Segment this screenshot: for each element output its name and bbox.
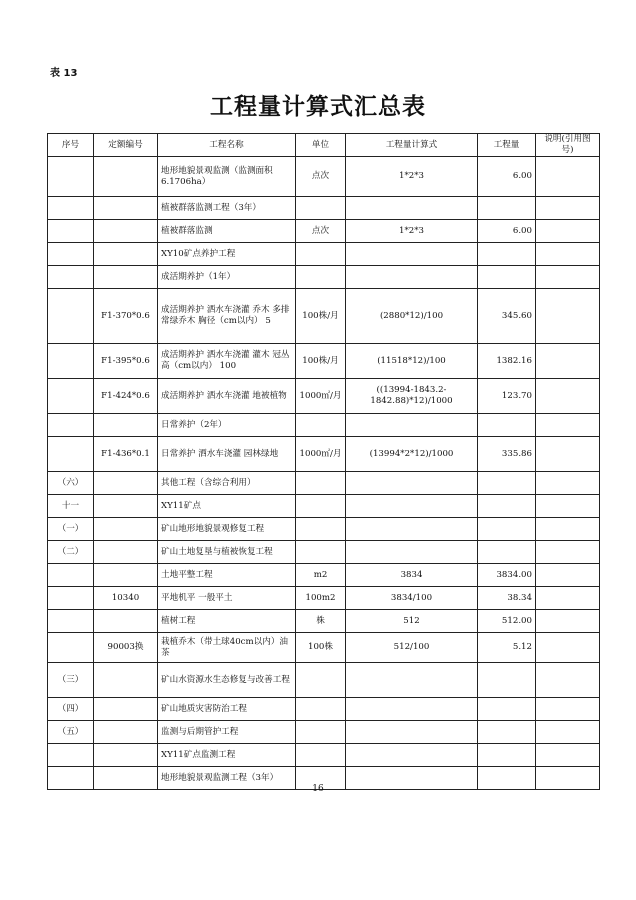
seq-cell: [48, 564, 94, 587]
table-row: [48, 663, 600, 698]
unit-cell: [296, 698, 346, 721]
quantity-cell: [478, 541, 536, 564]
table-row: [48, 587, 600, 610]
seq-cell: [48, 266, 94, 289]
project-name-cell: 植被群落监测工程（3年）: [158, 197, 296, 220]
table-row: [48, 266, 600, 289]
seq-cell: [48, 344, 94, 379]
table-row: [48, 344, 600, 379]
project-name-cell: 成活期养护（1年）: [158, 266, 296, 289]
quantity-cell: 335.86: [478, 437, 536, 472]
table-row: [48, 414, 600, 437]
quota-code-cell: F1-424*0.6: [94, 379, 158, 414]
note-cell: [536, 379, 600, 414]
header-seq: 序号: [48, 134, 94, 157]
note-cell: [536, 495, 600, 518]
quota-code-cell: [94, 663, 158, 698]
page-title: 工程量计算式汇总表: [210, 94, 426, 120]
project-name-cell: XY11矿点: [158, 495, 296, 518]
formula-cell: 3834: [346, 564, 478, 587]
quantity-cell: [478, 744, 536, 767]
seq-cell: [48, 633, 94, 663]
unit-cell: m2: [296, 564, 346, 587]
quota-code-cell: F1-395*0.6: [94, 344, 158, 379]
quantity-cell: [478, 663, 536, 698]
project-name-cell: 植被群落监测: [158, 220, 296, 243]
note-cell: [536, 663, 600, 698]
seq-cell: [48, 414, 94, 437]
project-name-cell: 平地机平 一般平土: [158, 587, 296, 610]
table-row: [48, 157, 600, 197]
seq-cell: （一）: [48, 518, 94, 541]
quota-code-cell: [94, 414, 158, 437]
project-name-cell: 栽植乔木（带土球40cm以内）油茶: [158, 633, 296, 663]
project-name-cell: 矿山水资源水生态修复与改善工程: [158, 663, 296, 698]
table-row: [48, 289, 600, 344]
project-name-cell: 地形地貌景观监测（监测面积6.1706ha）: [158, 157, 296, 197]
seq-cell: （六）: [48, 472, 94, 495]
note-cell: [536, 541, 600, 564]
note-cell: [536, 157, 600, 197]
table-row: [48, 744, 600, 767]
formula-cell: [346, 744, 478, 767]
quantity-cell: 6.00: [478, 157, 536, 197]
note-cell: [536, 698, 600, 721]
quantity-cell: 1382.16: [478, 344, 536, 379]
quota-code-cell: [94, 698, 158, 721]
note-cell: [536, 587, 600, 610]
header-formula: 工程量计算式: [346, 134, 478, 157]
quantity-cell: 345.60: [478, 289, 536, 344]
formula-cell: (13994*2*12)/1000: [346, 437, 478, 472]
note-cell: [536, 518, 600, 541]
table-row: [48, 243, 600, 266]
table-row: [48, 541, 600, 564]
project-name-cell: 其他工程（含综合利用）: [158, 472, 296, 495]
table-row: [48, 379, 600, 414]
unit-cell: [296, 414, 346, 437]
quota-code-cell: [94, 564, 158, 587]
quantity-cell: [478, 518, 536, 541]
seq-cell: [48, 243, 94, 266]
quantity-summary-table: [47, 133, 600, 790]
quantity-cell: [478, 472, 536, 495]
note-cell: [536, 197, 600, 220]
table-row: [48, 495, 600, 518]
note-cell: [536, 610, 600, 633]
project-name-cell: XY10矿点养护工程: [158, 243, 296, 266]
formula-cell: [346, 197, 478, 220]
seq-cell: （三）: [48, 663, 94, 698]
project-name-cell: 成活期养护 洒水车浇灌 乔木 多排常绿乔木 胸径（cm以内） 5: [158, 289, 296, 344]
unit-cell: [296, 541, 346, 564]
page-number: 16: [312, 784, 324, 794]
quantity-cell: [478, 721, 536, 744]
formula-cell: [346, 541, 478, 564]
table-row: [48, 698, 600, 721]
quota-code-cell: F1-436*0.1: [94, 437, 158, 472]
quantity-cell: [478, 698, 536, 721]
formula-cell: [346, 266, 478, 289]
unit-cell: [296, 495, 346, 518]
quota-code-cell: [94, 266, 158, 289]
formula-cell: (2880*12)/100: [346, 289, 478, 344]
unit-cell: [296, 721, 346, 744]
table-row: [48, 518, 600, 541]
seq-cell: [48, 289, 94, 344]
unit-cell: [296, 663, 346, 698]
unit-cell: [296, 518, 346, 541]
formula-cell: 512: [346, 610, 478, 633]
formula-cell: (11518*12)/100: [346, 344, 478, 379]
table-row: [48, 197, 600, 220]
quantity-cell: 512.00: [478, 610, 536, 633]
formula-cell: [346, 414, 478, 437]
unit-cell: [296, 472, 346, 495]
quota-code-cell: 90003换: [94, 633, 158, 663]
seq-cell: 十一: [48, 495, 94, 518]
seq-cell: （四）: [48, 698, 94, 721]
project-name-cell: 监测与后期管护工程: [158, 721, 296, 744]
project-name-cell: 成活期养护 洒水车浇灌 地被植物: [158, 379, 296, 414]
formula-cell: [346, 495, 478, 518]
quota-code-cell: 10340: [94, 587, 158, 610]
project-name-cell: 成活期养护 洒水车浇灌 灌木 冠丛高（cm以内） 100: [158, 344, 296, 379]
note-cell: [536, 437, 600, 472]
note-cell: [536, 472, 600, 495]
quantity-cell: 38.34: [478, 587, 536, 610]
quantity-cell: 5.12: [478, 633, 536, 663]
seq-cell: [48, 197, 94, 220]
formula-cell: 1*2*3: [346, 220, 478, 243]
note-cell: [536, 220, 600, 243]
table-row: [48, 437, 600, 472]
unit-cell: 100株/月: [296, 289, 346, 344]
quota-code-cell: F1-370*0.6: [94, 289, 158, 344]
quantity-cell: [478, 243, 536, 266]
unit-cell: [296, 197, 346, 220]
unit-cell: [296, 243, 346, 266]
quantity-cell: [478, 495, 536, 518]
seq-cell: [48, 379, 94, 414]
formula-cell: [346, 698, 478, 721]
note-cell: [536, 243, 600, 266]
header-quota-code: 定额编号: [94, 134, 158, 157]
quantity-cell: 3834.00: [478, 564, 536, 587]
quota-code-cell: [94, 197, 158, 220]
table-row: [48, 472, 600, 495]
formula-cell: 3834/100: [346, 587, 478, 610]
note-cell: [536, 344, 600, 379]
unit-cell: [296, 744, 346, 767]
quota-code-cell: [94, 472, 158, 495]
table-label: 表 13: [50, 68, 78, 79]
project-name-cell: 土地平整工程: [158, 564, 296, 587]
table-row: [48, 633, 600, 663]
header-project-name: 工程名称: [158, 134, 296, 157]
header-unit: 单位: [296, 134, 346, 157]
header-note: 说明(引用图号): [536, 134, 600, 157]
note-cell: [536, 744, 600, 767]
formula-cell: ((13994-1843.2-1842.88)*12)/1000: [346, 379, 478, 414]
quota-code-cell: [94, 721, 158, 744]
unit-cell: 100m2: [296, 587, 346, 610]
project-name-cell: 矿山土地复垦与植被恢复工程: [158, 541, 296, 564]
note-cell: [536, 414, 600, 437]
quantity-cell: 6.00: [478, 220, 536, 243]
project-name-cell: 矿山地质灾害防治工程: [158, 698, 296, 721]
quantity-cell: [478, 197, 536, 220]
project-name-cell: XY11矿点监测工程: [158, 744, 296, 767]
seq-cell: [48, 610, 94, 633]
seq-cell: （二）: [48, 541, 94, 564]
seq-cell: [48, 744, 94, 767]
unit-cell: 株: [296, 610, 346, 633]
quota-code-cell: [94, 518, 158, 541]
quota-code-cell: [94, 495, 158, 518]
unit-cell: 100株/月: [296, 344, 346, 379]
quantity-cell: [478, 266, 536, 289]
table-header-row: [48, 134, 600, 157]
note-cell: [536, 633, 600, 663]
table-row: [48, 721, 600, 744]
project-name-cell: 植树工程: [158, 610, 296, 633]
table-row: [48, 564, 600, 587]
formula-cell: 1*2*3: [346, 157, 478, 197]
seq-cell: [48, 437, 94, 472]
quota-code-cell: [94, 610, 158, 633]
unit-cell: 点次: [296, 220, 346, 243]
unit-cell: 1000㎡/月: [296, 379, 346, 414]
note-cell: [536, 721, 600, 744]
quota-code-cell: [94, 220, 158, 243]
seq-cell: （五）: [48, 721, 94, 744]
project-name-cell: 日常养护（2年）: [158, 414, 296, 437]
table-row: [48, 610, 600, 633]
formula-cell: [346, 721, 478, 744]
header-quantity: 工程量: [478, 134, 536, 157]
unit-cell: 100株: [296, 633, 346, 663]
seq-cell: [48, 587, 94, 610]
seq-cell: [48, 220, 94, 243]
quota-code-cell: [94, 541, 158, 564]
project-name-cell: 矿山地形地貌景观修复工程: [158, 518, 296, 541]
formula-cell: [346, 472, 478, 495]
formula-cell: 512/100: [346, 633, 478, 663]
seq-cell: [48, 157, 94, 197]
unit-cell: 1000㎡/月: [296, 437, 346, 472]
note-cell: [536, 289, 600, 344]
note-cell: [536, 266, 600, 289]
quota-code-cell: [94, 157, 158, 197]
quota-code-cell: [94, 243, 158, 266]
table-row: [48, 220, 600, 243]
unit-cell: 点次: [296, 157, 346, 197]
unit-cell: [296, 266, 346, 289]
quantity-cell: [478, 414, 536, 437]
project-name-cell: 地形地貌景观监测工程（3年）: [158, 767, 296, 790]
quota-code-cell: [94, 744, 158, 767]
formula-cell: [346, 243, 478, 266]
note-cell: [536, 564, 600, 587]
formula-cell: [346, 518, 478, 541]
project-name-cell: 日常养护 洒水车浇灌 园林绿地: [158, 437, 296, 472]
quantity-cell: 123.70: [478, 379, 536, 414]
formula-cell: [346, 663, 478, 698]
